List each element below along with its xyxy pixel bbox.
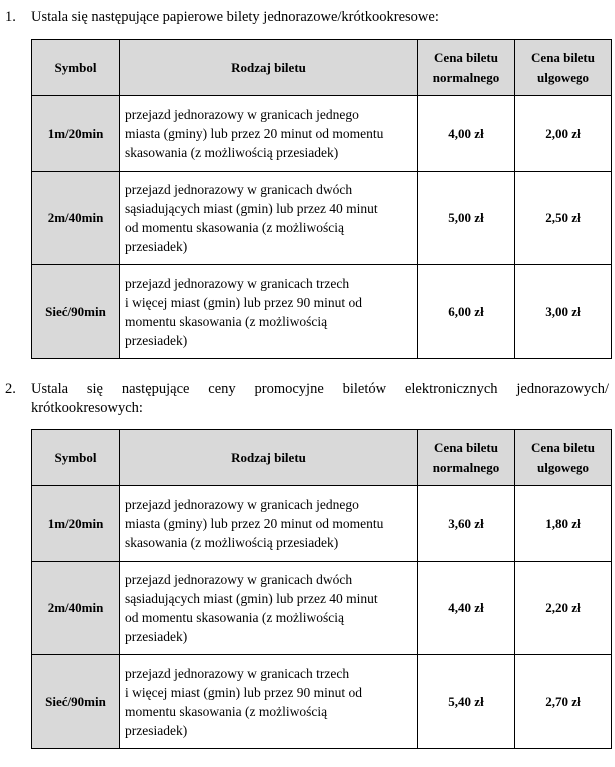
table-row <box>32 172 612 265</box>
description-line: momentu skasowania (z możliwością <box>125 703 328 719</box>
header-line: Cena biletu <box>531 439 595 455</box>
ticket-symbol: 1m/20min <box>32 486 120 562</box>
description-line: przejazd jednorazowy w granicach jednego <box>125 497 359 512</box>
reduced-price: 2,70 zł <box>515 655 612 749</box>
section-intro-line: Ustala się następujące ceny promocyjne biletów elektronicznych jednorazowych/ <box>31 381 609 397</box>
ticket-symbol: 2m/40min <box>32 562 120 655</box>
ticket-symbol: Sieć/90min <box>32 655 120 749</box>
normal-price: 3,60 zł <box>418 486 515 562</box>
table-row <box>32 96 612 172</box>
section-intro <box>31 380 609 418</box>
ticket-description <box>120 172 418 265</box>
ticket-description <box>120 265 418 359</box>
ticket-description <box>120 562 418 655</box>
header-symbol: Symbol <box>32 430 120 486</box>
reduced-price: 1,80 zł <box>515 486 612 562</box>
description-line: od momentu skasowania (z możliwością <box>125 220 344 235</box>
header-reduced-price <box>515 430 612 486</box>
table-row <box>32 562 612 655</box>
normal-price: 4,00 zł <box>418 96 515 172</box>
description-line: przesiadek) <box>125 722 188 738</box>
reduced-price: 3,00 zł <box>515 265 612 359</box>
table-header-row <box>32 40 612 96</box>
description-line: przejazd jednorazowy w granicach trzech <box>125 275 350 291</box>
reduced-price: 2,00 zł <box>515 96 612 172</box>
header-line: Cena biletu <box>434 49 498 65</box>
header-normal-price <box>418 40 515 96</box>
header-line: ulgowego <box>537 69 589 85</box>
description-line: przejazd jednorazowy w granicach dwóch <box>125 182 353 197</box>
header-line: ulgowego <box>537 459 589 475</box>
price-table <box>31 39 612 359</box>
table-row <box>32 486 612 562</box>
reduced-price: 2,20 zł <box>515 562 612 655</box>
ticket-description <box>120 486 418 562</box>
header-line: Cena biletu <box>434 439 498 455</box>
description-line: miasta (gminy) lub przez 20 minut od momentu <box>125 516 384 531</box>
normal-price: 4,40 zł <box>418 562 515 655</box>
header-line: normalnego <box>432 69 500 85</box>
ticket-symbol: 2m/40min <box>32 172 120 265</box>
header-ticket-type: Rodzaj biletu <box>120 430 418 486</box>
section-number: 1. <box>5 9 16 25</box>
description-line: przesiadek) <box>125 629 188 644</box>
header-line: Cena biletu <box>531 49 595 65</box>
description-line: od momentu skasowania (z możliwością <box>125 610 344 625</box>
normal-price: 6,00 zł <box>418 265 515 359</box>
header-normal-price <box>418 430 515 486</box>
section-intro <box>31 8 609 27</box>
description-line: i więcej miast (gmin) lub przez 90 minut od <box>125 684 362 700</box>
ticket-symbol: Sieć/90min <box>32 265 120 359</box>
table-row <box>32 655 612 749</box>
normal-price: 5,40 zł <box>418 655 515 749</box>
description-line: przesiadek) <box>125 332 188 348</box>
table-row <box>32 265 612 359</box>
normal-price: 5,00 zł <box>418 172 515 265</box>
ticket-description <box>120 96 418 172</box>
description-line: przejazd jednorazowy w granicach trzech <box>125 665 350 681</box>
ticket-symbol: 1m/20min <box>32 96 120 172</box>
description-line: sąsiadujących miast (gmin) lub przez 40 minut <box>125 201 378 216</box>
section-intro-line: krótkookresowych: <box>31 400 143 416</box>
header-symbol: Symbol <box>32 40 120 96</box>
description-line: sąsiadujących miast (gmin) lub przez 40 minut <box>125 591 378 606</box>
description-line: przejazd jednorazowy w granicach jednego <box>125 107 359 122</box>
description-line: przesiadek) <box>125 239 188 254</box>
description-line: przejazd jednorazowy w granicach dwóch <box>125 572 353 587</box>
description-line: miasta (gminy) lub przez 20 minut od momentu <box>125 126 384 141</box>
header-reduced-price <box>515 40 612 96</box>
reduced-price: 2,50 zł <box>515 172 612 265</box>
table-header-row <box>32 430 612 486</box>
description-line: skasowania (z możliwością przesiadek) <box>125 145 339 160</box>
description-line: momentu skasowania (z możliwością <box>125 313 328 329</box>
description-line: i więcej miast (gmin) lub przez 90 minut od <box>125 294 362 310</box>
section-intro-line: Ustala się następujące papierowe bilety jednorazowe/krótkookresowe: <box>31 9 439 25</box>
ticket-description <box>120 655 418 749</box>
price-table <box>31 429 612 749</box>
section-number: 2. <box>5 381 16 397</box>
header-line: normalnego <box>432 459 500 475</box>
description-line: skasowania (z możliwością przesiadek) <box>125 535 339 550</box>
header-ticket-type: Rodzaj biletu <box>120 40 418 96</box>
